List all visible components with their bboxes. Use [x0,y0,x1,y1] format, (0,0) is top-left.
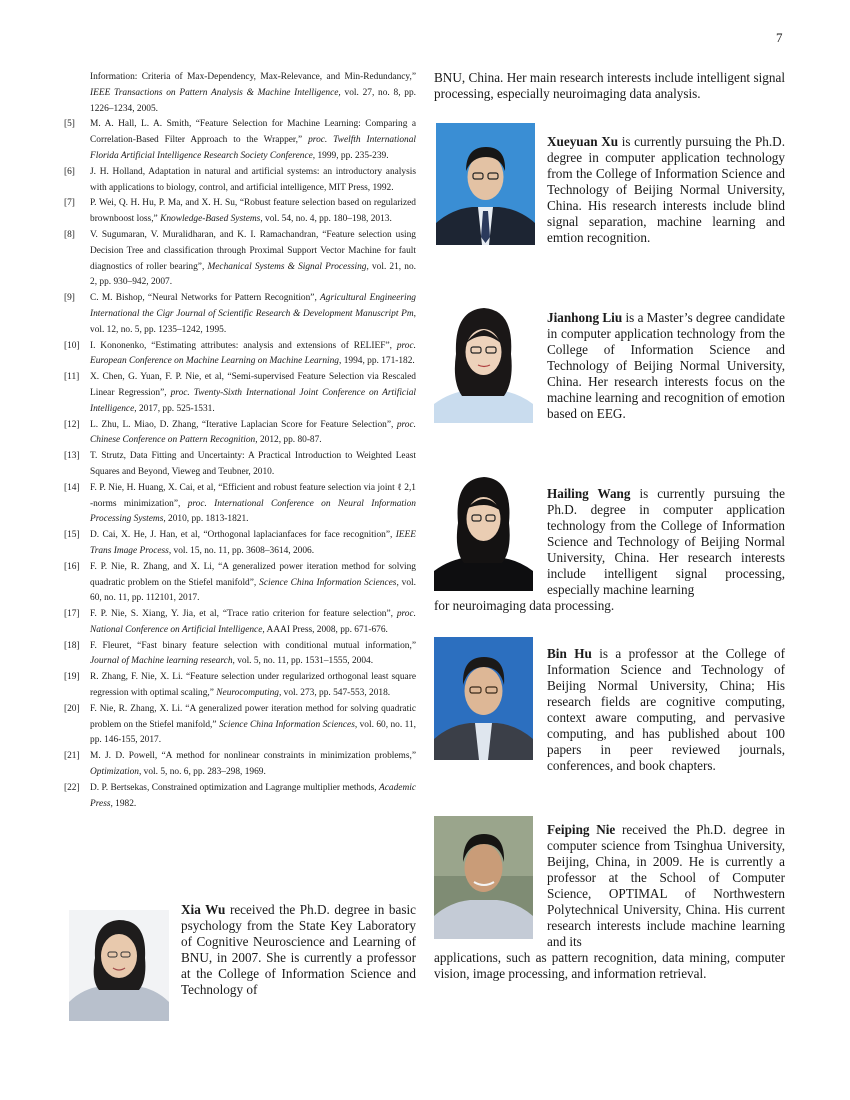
bio-xia-wu-continued [434,70,785,102]
reference-number: [11] [64,372,80,383]
reference-item [64,749,416,781]
reference-item [64,781,416,813]
reference-item [64,370,416,417]
reference-item [64,117,416,164]
page-number: 7 [776,30,783,45]
bio-name: Bin Hu [547,646,592,661]
reference-venue: proc. Twenty-Sixth International Joint Conference on Artificial Intelligence [90,387,416,414]
reference-text: F. Nie, R. Zhang, X. Li. “A generalized power iteration method for solving quadratic problem on the Stiefel manifold,” [90,703,416,730]
reference-venue: Agricultural Engineering International the Cigr Journal of Scientific Research & Development Manuscript Pm [90,293,416,319]
xueyuan-xu-photo [436,123,535,245]
reference-item [64,607,416,639]
reference-text: F. Fleuret, “Fast binary feature selection with conditional mutual information,” [90,640,416,651]
reference-text: , 1999, pp. 235-239. [312,150,389,161]
reference-item [64,228,416,291]
reference-text: D. Cai, X. He, J. Han, et al, “Orthogonal laplacianfaces for face recognition”, [90,530,396,541]
reference-text: , vol. 60, no. 11, pp. 112101, 2017. [90,577,416,604]
reference-venue: IEEE Transactions on Pattern Analysis & Machine Intelligence, [90,87,341,98]
reference-venue: Knowledge-Based Systems [160,214,261,225]
reference-text: , 1982. [110,798,137,809]
reference-text: , vol. 5, no. 11, pp. 1531–1555, 2004. [232,656,374,667]
reference-item [64,165,416,197]
reference-venue: Neurocomputing, [216,688,282,699]
jianhong-liu-photo [434,300,533,423]
bio-text: is a Master’s degree candidate in computer application technology from the College of Information Science and Technology of Beijing Normal University, China. Her research interests focus on the machine learning and recognition of emotion based on EEG. [547,310,786,421]
bio-text: BNU, China. Her main research interests include intelligent signal processing, especially neuroimaging data analysis. [434,70,785,101]
reference-text: F. P. Nie, S. Xiang, Y. Jia, et al, “Trace ratio criterion for feature selection”, [90,609,397,620]
reference-text: F. P. Nie, H. Huang, X. Cai, et al, “Efficient and robust feature selection via joint ℓ 2,1 -norms minimization”, [90,482,416,509]
bio-name: Hailing Wang [547,486,631,501]
reference-venue: IEEE Trans Image Process [90,530,416,556]
reference-text: , vol. 12, no. 5, pp. 1235–1242, 1995. [90,308,416,335]
reference-text: , 1994, pp. 171-182. [339,356,415,367]
reference-text: X. Chen, G. Yuan, F. P. Nie, et al, “Semi-supervised Feature Selection via Rescaled Linear Regression”, [90,372,416,398]
bio-feiping-nie-tail [434,950,785,982]
bio-name: Feiping Nie [547,822,616,837]
reference-item [64,339,416,371]
reference-number: [22] [64,782,80,793]
reference-number: [6] [64,166,75,177]
reference-text: vol. 27, no. 8, pp. 1226–1234, 2005. [90,87,417,114]
reference-venue: Science China Information Sciences [218,719,355,730]
reference-text: R. Zhang, F. Nie, X. Li. “Feature selection under regularized orthogonal least square regression with optimal scaling,” [90,672,416,699]
reference-text: Information: Criteria of Max-Dependency, Max-Relevance, and Min-Redundancy,” [90,72,416,82]
reference-venue: Academic Press [90,782,416,809]
reference-item [64,528,416,560]
reference-item [64,70,416,117]
reference-text: D. P. Bertsekas, Constrained optimization and Lagrange multiplier methods, [90,782,380,793]
reference-text: , 2012, pp. 80-87. [255,435,322,446]
reference-venue: proc. National Conference on Artificial Intelligence [90,609,416,635]
reference-text: V. Sugumaran, V. Muralidharan, and K. I. Ramachandran, “Feature selection using Decision Tree and classification through Proximal Support Vector Machine for fault diagnostics of roller bearing”, [90,229,416,272]
reference-text: , AAAI Press, 2008, pp. 671-676. [262,624,388,635]
reference-number: [15] [64,530,80,541]
feiping-nie-photo [434,816,533,939]
reference-venue: proc. International Conference on Neural Information Processing Systems [90,498,416,525]
reference-number: [14] [64,482,80,493]
reference-venue: Journal of Machine learning research [90,656,233,667]
reference-number: [21] [64,751,80,762]
reference-item [64,560,416,607]
reference-text: C. M. Bishop, “Neural Networks for Pattern Recognition”, [90,293,321,304]
bio-text: applications, such as pattern recognition, data mining, computer vision, image processing, and information retrieval. [434,950,785,981]
bio-hailing-wang-tail [434,598,785,614]
bio-text: for neuroimaging data processing. [434,598,615,613]
reference-number: [19] [64,672,80,683]
reference-text: P. Wei, Q. H. Hu, P. Ma, and X. H. Su, “Robust feature selection based on regularized brownboost loss,” [90,198,416,225]
reference-item [64,670,416,702]
reference-number: [12] [64,419,80,430]
reference-text: I. Kononenko, “Estimating attributes: analysis and extensions of RELIEF”, [90,340,397,351]
reference-venue: Mechanical Systems & Signal Processing [207,261,367,272]
reference-venue: proc. European Conference on Machine Learning on Machine Learning [90,340,416,367]
xia-wu-photo [69,910,169,1021]
reference-number: [13] [64,451,80,462]
reference-number: [7] [64,198,75,209]
reference-venue: proc. Twelfth International Florida Artificial Intelligence Research Society Conference [90,135,416,161]
reference-venue: Optimization [90,767,139,778]
reference-text: M. A. Hall, L. A. Smith, “Feature Selection for Machine Learning: Comparing a Correlation-Based Filter Approach to the Wrapper,” [90,119,416,146]
reference-item [64,481,416,528]
bio-xueyuan-xu [547,134,785,246]
bio-text: received the Ph.D. degree in computer science from Tsinghua University, Beijing, China, in 2009. He is currently a professor at the School of Computer Science, OPTIMAL of Northwestern Polytechnical University, China. His current research interests include machine learning and its [547,822,785,949]
reference-text: , vol. 60, no. 11, pp. 146-155, 2017. [90,719,416,746]
bio-text: received the Ph.D. degree in basic psychology from the State Key Laboratory of Cognitive Neuroscience and Learning of BNU, in 2007. She is currently a professor at the College of Information Science and Technology of [181,902,417,997]
reference-text: , 2017, pp. 525-1531. [134,403,215,414]
bio-hailing-wang [547,486,785,598]
bio-name: Xia Wu [181,902,226,917]
reference-number: [10] [64,340,80,351]
reference-number: [18] [64,640,80,651]
bio-text: is currently pursuing the Ph.D. degree in computer application technology from the College of Information Science and Technology of Beijing Normal University, China. Her research interests include intelligent signal processing, especially machine learning [547,486,785,597]
reference-number: [20] [64,703,80,714]
reference-text: M. J. D. Powell, “A method for nonlinear constraints in minimization problems,” [90,751,416,762]
bio-name: Xueyuan Xu [547,134,619,149]
reference-item [64,291,416,338]
reference-text: T. Strutz, Data Fitting and Uncertainty: A Practical Introduction to Weighted Least Squares and Beyond, Vieweg and Teubner, 2010. [90,451,416,477]
reference-item [64,702,416,749]
reference-text: , vol. 21, no. 2, pp. 930–942, 2007. [90,261,417,288]
reference-item [64,449,416,481]
reference-number: [5] [64,119,75,130]
reference-list [64,70,416,812]
reference-item [64,418,416,450]
reference-venue: Science China Information Sciences [259,577,397,588]
reference-text: , vol. 54, no. 4, pp. 180–198, 2013. [260,214,392,225]
reference-text: F. P. Nie, R. Zhang, and X. Li, “A generalized power iteration method for solving quadratic problem on the Stiefel manifold”, [90,561,416,588]
reference-number: [9] [64,293,75,304]
reference-item [64,639,416,671]
reference-text: J. H. Holland, Adaptation in natural and artificial systems: an introductory analysis with applications to biology, control, and artificial intelligence, MIT Press, 1992. [90,166,416,193]
bio-feiping-nie [547,822,785,950]
hailing-wang-photo [434,473,533,591]
bio-text: is a professor at the College of Information Science and Technology of Beijing Normal University, China; His research fields are cognitive computing, context aware computing, and pervasive computing, and has published about 100 papers in peer reviewed journals, conferences, and book chapters. [547,646,785,773]
reference-text: vol. 273, pp. 547-553, 2018. [281,688,391,699]
reference-venue: proc. Chinese Conference on Pattern Recognition [90,419,416,446]
reference-item [64,196,416,228]
bio-text: is currently pursuing the Ph.D. degree in computer application technology from the College of Information Science and Technology of Beijing Normal University, China. His research interests include blind signal separation, machine learning and emtion recognition. [547,134,785,245]
bio-name: Jianhong Liu [547,310,623,325]
reference-text: , vol. 15, no. 11, pp. 3608–3614, 2006. [168,545,315,556]
reference-text: L. Zhu, L. Miao, D. Zhang, “Iterative Laplacian Score for Feature Selection”, [90,419,397,430]
bio-jianhong-liu [547,310,785,422]
reference-text: , 2010, pp. 1813-1821. [163,514,249,525]
reference-number: [17] [64,609,80,620]
reference-number: [8] [64,229,75,240]
bin-hu-photo [434,637,533,760]
reference-number: [16] [64,561,80,572]
bio-xia-wu [181,902,416,998]
reference-text: , vol. 5, no. 6, pp. 283–298, 1969. [138,767,266,778]
bio-bin-hu [547,646,785,774]
